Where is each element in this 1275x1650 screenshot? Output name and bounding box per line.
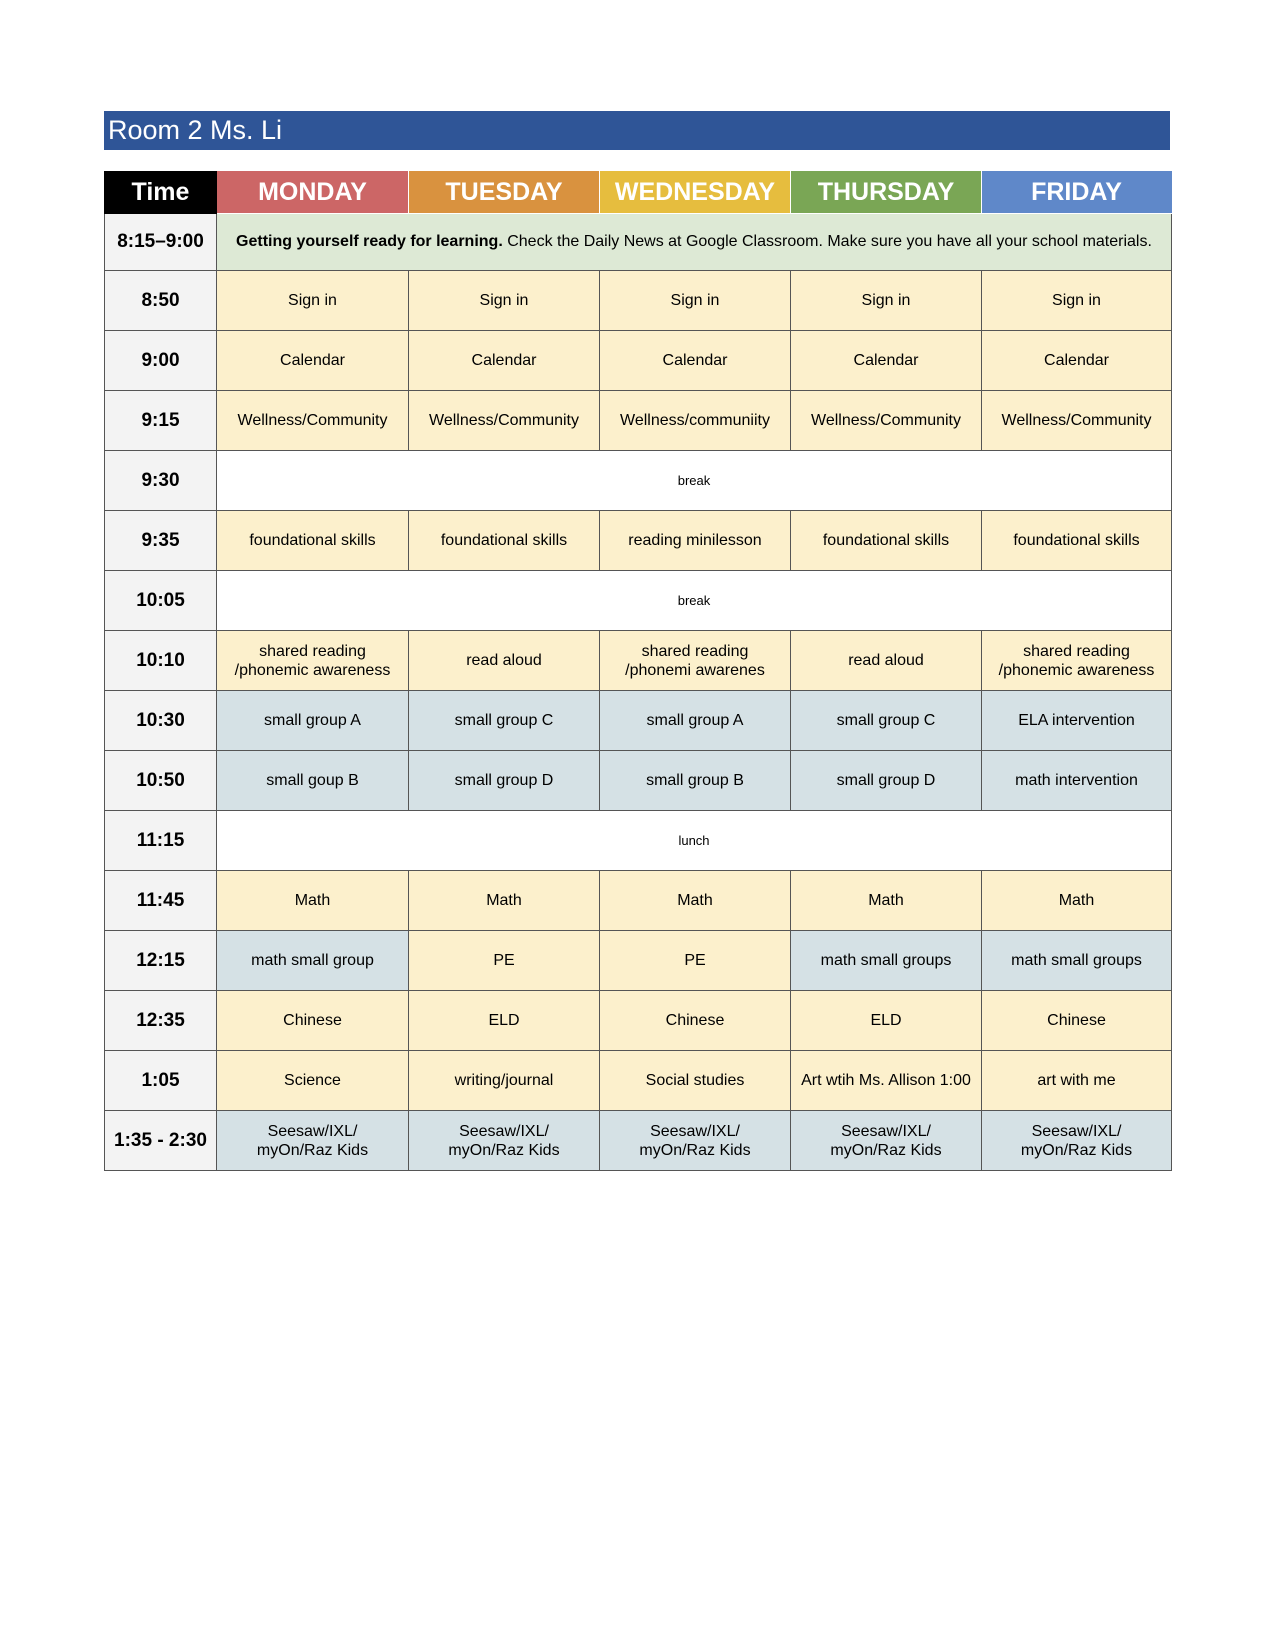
schedule-row <box>105 331 1172 391</box>
activity-cell-tuesday: small group D <box>409 751 600 811</box>
activity-cell-monday: small group A <box>217 691 409 751</box>
header-thursday: THURSDAY <box>791 171 982 214</box>
schedule-row <box>105 871 1172 931</box>
activity-cell-tuesday: writing/journal <box>409 1051 600 1111</box>
header-wednesday: WEDNESDAY <box>600 171 791 214</box>
activity-cell-wednesday: reading minilesson <box>600 511 791 571</box>
activity-cell-monday: shared reading /phonemic awareness <box>217 631 409 691</box>
activity-cell-monday: small goup B <box>217 751 409 811</box>
activity-cell-thursday: foundational skills <box>791 511 982 571</box>
header-friday: FRIDAY <box>982 171 1172 214</box>
schedule-table <box>104 171 1172 1171</box>
activity-cell-thursday: Calendar <box>791 331 982 391</box>
activity-cell-tuesday: Seesaw/IXL/ myOn/Raz Kids <box>409 1111 600 1171</box>
arrival-instructions-bold: Getting yourself ready for learning. <box>236 233 503 250</box>
activity-cell-wednesday: small group B <box>600 751 791 811</box>
activity-cell-friday: foundational skills <box>982 511 1172 571</box>
time-cell: 12:35 <box>105 991 217 1051</box>
schedule-row <box>105 811 1172 871</box>
activity-cell-tuesday: small group C <box>409 691 600 751</box>
activity-cell-tuesday: Calendar <box>409 331 600 391</box>
header-tuesday: TUESDAY <box>409 171 600 214</box>
activity-cell-monday: Math <box>217 871 409 931</box>
activity-cell-thursday: read aloud <box>791 631 982 691</box>
activity-cell-friday: Math <box>982 871 1172 931</box>
activity-cell-wednesday: Social studies <box>600 1051 791 1111</box>
time-cell: 1:35 - 2:30 <box>105 1111 217 1171</box>
schedule-row <box>105 1111 1172 1171</box>
activity-cell-friday: Wellness/Community <box>982 391 1172 451</box>
activity-cell-tuesday: foundational skills <box>409 511 600 571</box>
header-monday: MONDAY <box>217 171 409 214</box>
time-cell: 9:00 <box>105 331 217 391</box>
activity-cell-thursday: ELD <box>791 991 982 1051</box>
time-cell: 10:30 <box>105 691 217 751</box>
activity-cell-thursday: Wellness/Community <box>791 391 982 451</box>
schedule-row <box>105 271 1172 331</box>
schedule-row <box>105 691 1172 751</box>
activity-cell-wednesday: PE <box>600 931 791 991</box>
arrival-instructions <box>217 214 1172 271</box>
time-cell: 11:45 <box>105 871 217 931</box>
time-cell: 9:15 <box>105 391 217 451</box>
activity-cell-thursday: small group C <box>791 691 982 751</box>
schedule-row <box>105 751 1172 811</box>
activity-cell-friday: Sign in <box>982 271 1172 331</box>
time-cell: 9:30 <box>105 451 217 511</box>
all-day-activity: break <box>217 451 1172 511</box>
arrival-instructions-text: Check the Daily News at Google Classroom. Make sure you have all your school materials. <box>502 233 1152 250</box>
time-cell: 9:35 <box>105 511 217 571</box>
activity-cell-thursday: Math <box>791 871 982 931</box>
schedule-row <box>105 391 1172 451</box>
activity-cell-friday: Seesaw/IXL/ myOn/Raz Kids <box>982 1111 1172 1171</box>
activity-cell-friday: art with me <box>982 1051 1172 1111</box>
activity-cell-thursday: Art wtih Ms. Allison 1:00 <box>791 1051 982 1111</box>
activity-cell-monday: math small group <box>217 931 409 991</box>
time-cell: 11:15 <box>105 811 217 871</box>
activity-cell-thursday: Seesaw/IXL/ myOn/Raz Kids <box>791 1111 982 1171</box>
activity-cell-tuesday: ELD <box>409 991 600 1051</box>
schedule-title: Room 2 Ms. Li <box>104 111 1170 150</box>
schedule-row <box>105 214 1172 271</box>
activity-cell-wednesday: Chinese <box>600 991 791 1051</box>
time-cell: 10:50 <box>105 751 217 811</box>
schedule-body <box>105 214 1172 1171</box>
activity-cell-monday: Science <box>217 1051 409 1111</box>
activity-cell-monday: Seesaw/IXL/ myOn/Raz Kids <box>217 1111 409 1171</box>
time-cell: 10:10 <box>105 631 217 691</box>
activity-cell-friday: ELA intervention <box>982 691 1172 751</box>
activity-cell-wednesday: Sign in <box>600 271 791 331</box>
time-cell: 1:05 <box>105 1051 217 1111</box>
activity-cell-tuesday: PE <box>409 931 600 991</box>
activity-cell-wednesday: shared reading /phonemi awarenes <box>600 631 791 691</box>
all-day-activity: lunch <box>217 811 1172 871</box>
activity-cell-tuesday: read aloud <box>409 631 600 691</box>
header-time: Time <box>105 171 217 214</box>
time-cell: 8:50 <box>105 271 217 331</box>
activity-cell-wednesday: small group A <box>600 691 791 751</box>
activity-cell-wednesday: Wellness/communiity <box>600 391 791 451</box>
activity-cell-tuesday: Wellness/Community <box>409 391 600 451</box>
activity-cell-monday: Sign in <box>217 271 409 331</box>
schedule-row <box>105 631 1172 691</box>
activity-cell-friday: math small groups <box>982 931 1172 991</box>
schedule-row <box>105 511 1172 571</box>
activity-cell-friday: Chinese <box>982 991 1172 1051</box>
activity-cell-thursday: small group D <box>791 751 982 811</box>
activity-cell-wednesday: Math <box>600 871 791 931</box>
time-cell: 8:15–9:00 <box>105 214 217 271</box>
activity-cell-monday: Calendar <box>217 331 409 391</box>
schedule-row <box>105 931 1172 991</box>
activity-cell-wednesday: Seesaw/IXL/ myOn/Raz Kids <box>600 1111 791 1171</box>
activity-cell-tuesday: Math <box>409 871 600 931</box>
schedule-row <box>105 571 1172 631</box>
activity-cell-tuesday: Sign in <box>409 271 600 331</box>
activity-cell-friday: math intervention <box>982 751 1172 811</box>
header-row <box>105 171 1172 214</box>
activity-cell-friday: shared reading /phonemic awareness <box>982 631 1172 691</box>
activity-cell-thursday: math small groups <box>791 931 982 991</box>
activity-cell-monday: Wellness/Community <box>217 391 409 451</box>
time-cell: 12:15 <box>105 931 217 991</box>
activity-cell-friday: Calendar <box>982 331 1172 391</box>
activity-cell-monday: Chinese <box>217 991 409 1051</box>
activity-cell-monday: foundational skills <box>217 511 409 571</box>
activity-cell-wednesday: Calendar <box>600 331 791 391</box>
schedule-row <box>105 1051 1172 1111</box>
time-cell: 10:05 <box>105 571 217 631</box>
schedule-row <box>105 991 1172 1051</box>
activity-cell-thursday: Sign in <box>791 271 982 331</box>
schedule-row <box>105 451 1172 511</box>
all-day-activity: break <box>217 571 1172 631</box>
